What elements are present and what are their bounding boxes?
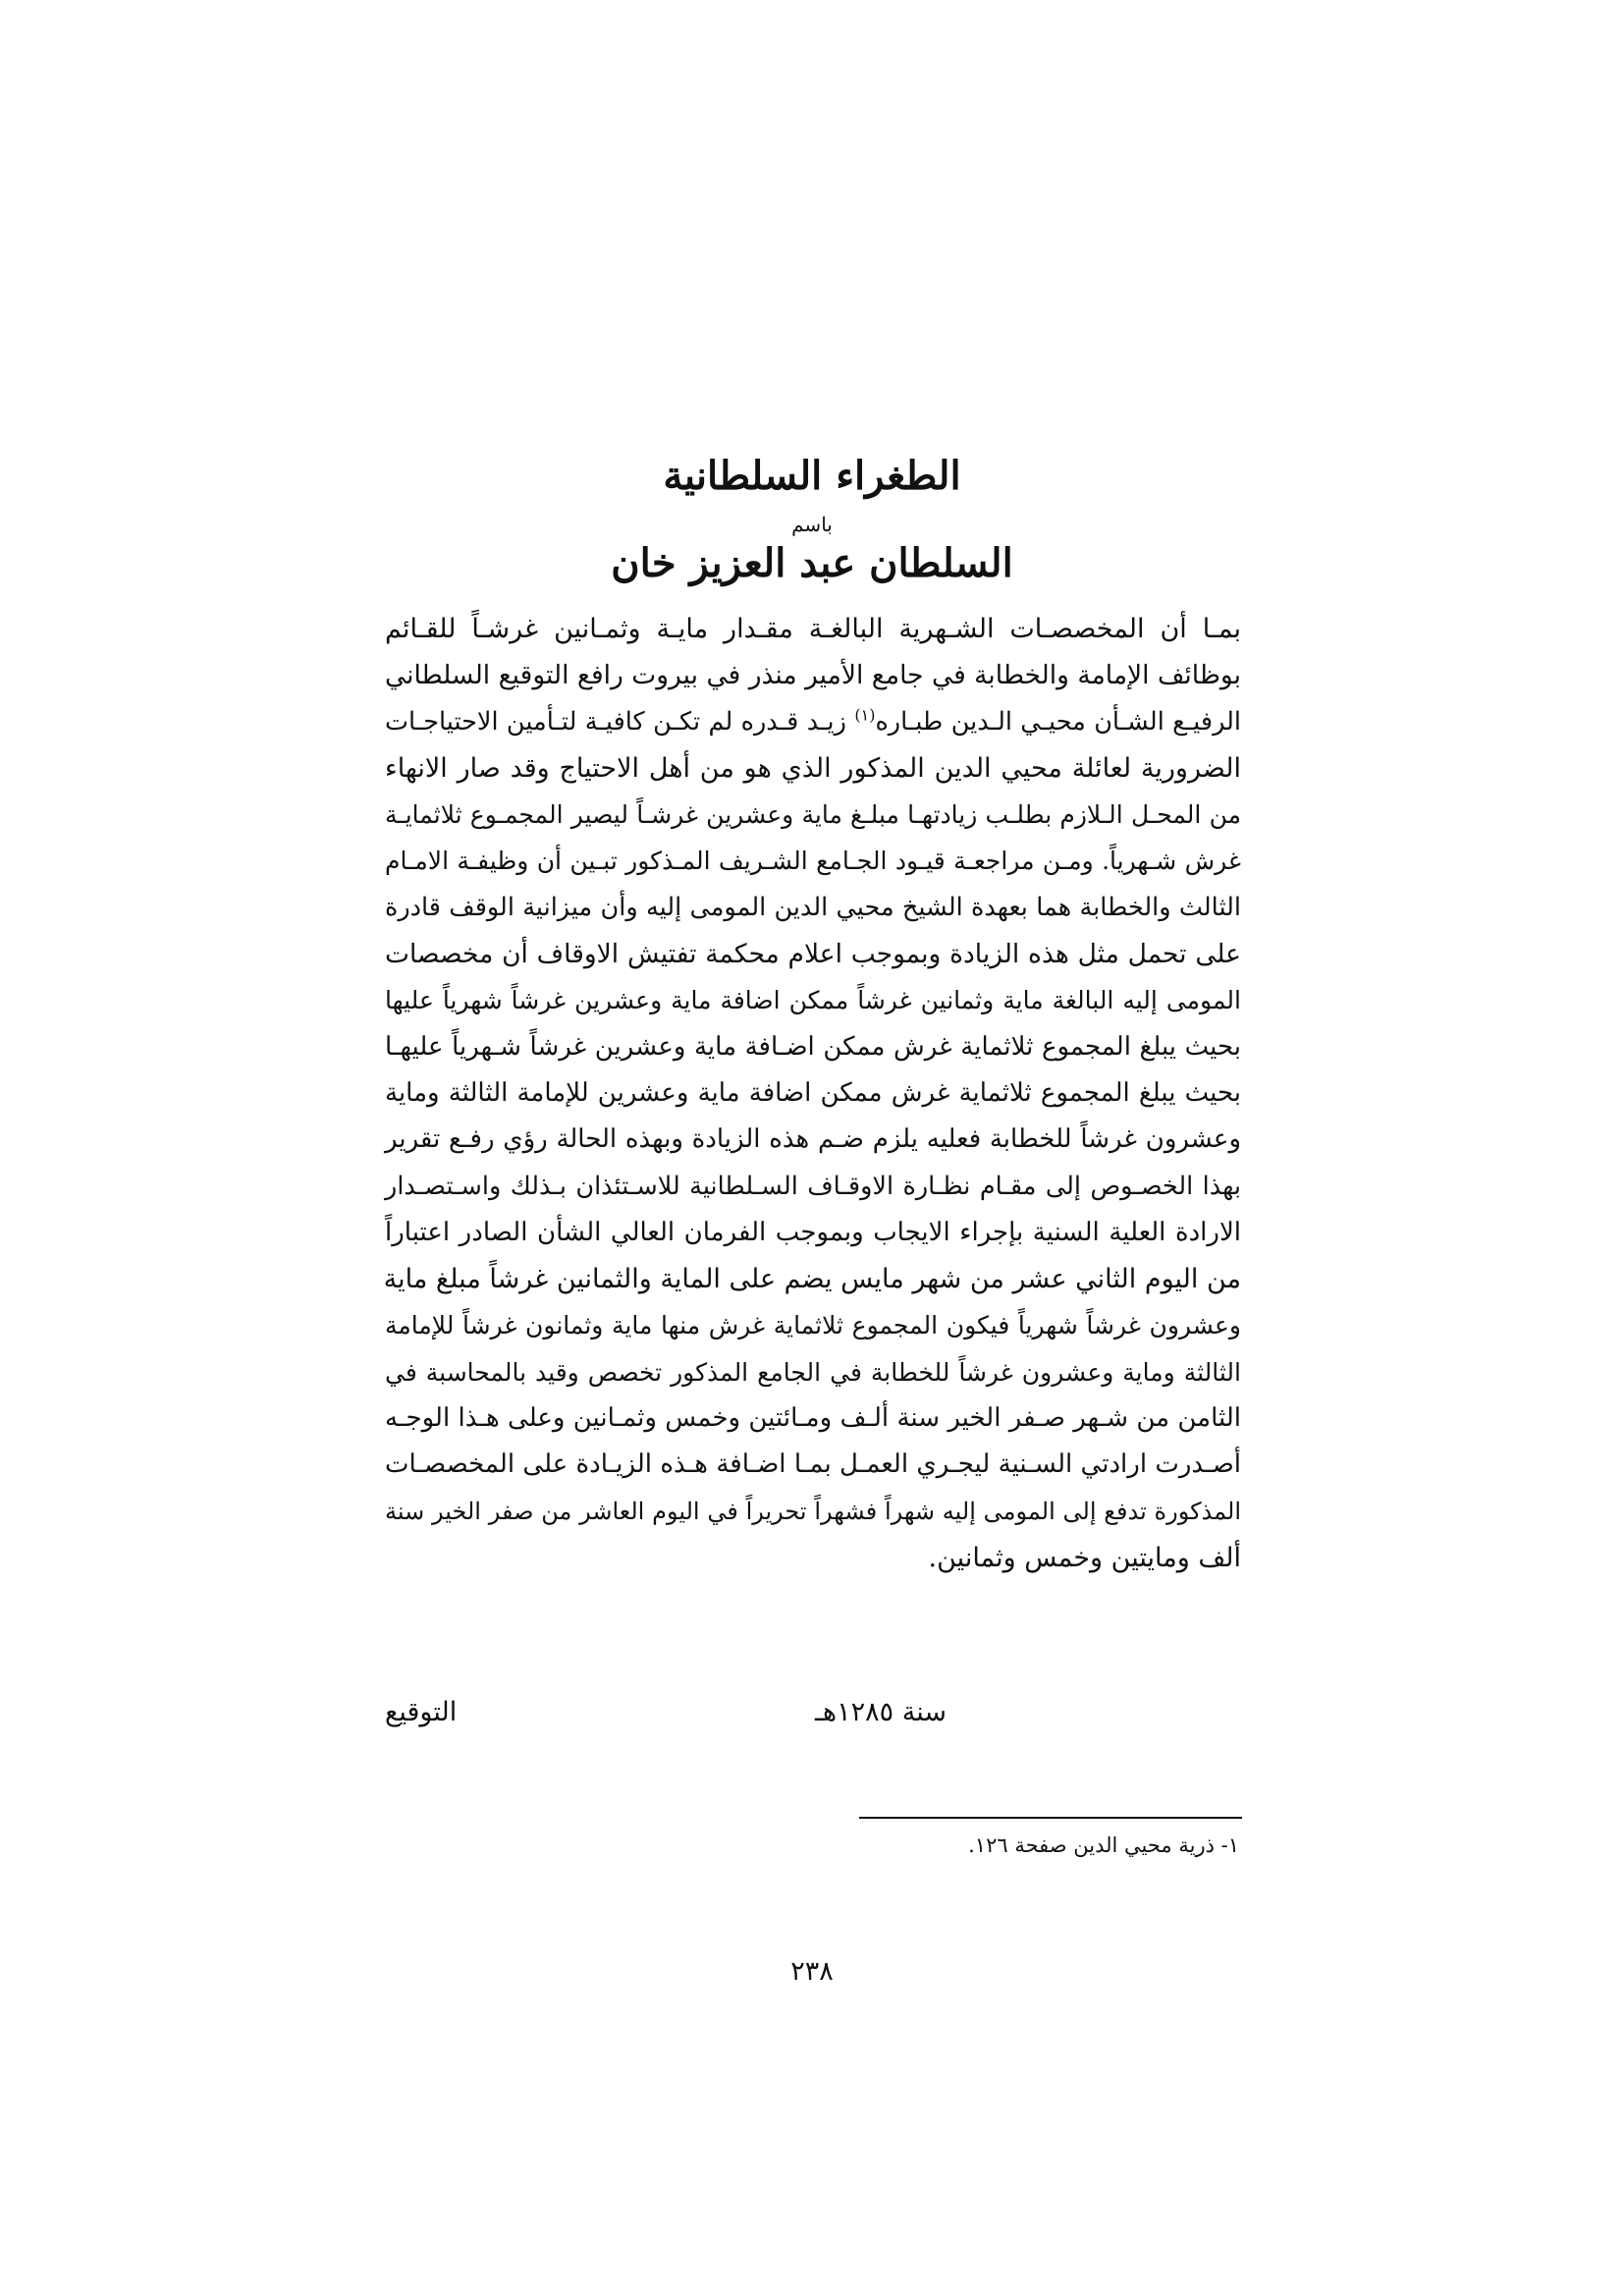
body-line-3-start: الرفيـع الشـأن محيـي الـدين طبـاره	[875, 706, 1241, 737]
decree-year: سنة ١٢٨٥هـ	[814, 1697, 947, 1727]
body-line-18: الثامن من شـهر صـفر الخير سنة ألـف ومـائتين وخمس وثمـانين وعلى هـذا الوجـه	[385, 1403, 1241, 1434]
signature-label: التوقيع	[385, 1697, 458, 1727]
footnote-divider	[859, 1817, 1242, 1819]
body-line-3-end: زيـد قـدره لم تكـن كافيـة لتـأمين الاحتياجـات	[385, 706, 846, 737]
body-line-1: بمـا أن المخصصـات الشـهرية البالغـة مقـدار مايـة وثمـانين غرشـاً للقـائم	[385, 614, 1241, 644]
in-the-name-label: باسم	[791, 513, 833, 536]
decree-title: الطغراء السلطانية	[663, 453, 961, 499]
body-line-8: على تحمل مثل هذه الزيادة وبموجب اعلام محكمة تفتيش الاوقاف أن مخصصات	[385, 939, 1241, 970]
body-line-11: بحيث يبلغ المجموع ثلاثماية غرش ممكن اضافة ماية وعشرين للإمامة الثالثة وماية	[385, 1077, 1241, 1108]
body-line-13: بهذا الخصـوص إلى مقـام نظـارة الاوقـاف السـلطانية للاسـتئذان بـذلك واسـتصـدار	[385, 1171, 1241, 1201]
decree-closing	[385, 1693, 1241, 1732]
body-line-17: الثالثة وماية وعشرون غرشاً للخطابة في الجامع المذكور تخصص وقيد بالمحاسبة في	[385, 1357, 1241, 1387]
body-line-19: أصـدرت ارادتي السـنية ليجـري العمـل بمـا اضـافة هـذه الزيـادة على المخصصـات	[385, 1449, 1241, 1480]
body-line-14: الارادة العلية السنية بإجراء الايجاب وبموجب الفرمان العالي الشأن الصادر اعتباراً	[385, 1217, 1241, 1247]
body-line-10: بحيث يبلغ المجموع ثلاثماية غرش ممكن اضـافة ماية وعشرين غرشاً شـهرياً عليهـا	[385, 1031, 1241, 1062]
body-line-2: بوظائف الإمامة والخطابة في جامع الأمير منذر في بيروت رافع التوقيع السلطاني	[385, 660, 1241, 691]
body-line-5: من المحـل الـلازم بطلـب زيادتهـا مبلـغ ماية وعشرين غرشـاً ليصير المجمـوع ثلاثمايـة	[385, 800, 1241, 830]
body-line-3	[385, 699, 1241, 745]
body-line-7: الثالث والخطابة هما بعهدة الشيخ محيي الدين المومى إليه وأن ميزانية الوقف قادرة	[385, 892, 1241, 922]
body-line-21: ألف ومايتين وخمس وثمانين.	[928, 1542, 1241, 1573]
body-line-4: الضرورية لعائلة محيي الدين المذكور الذي هو من أهل الاحتياج وقد صار الانهاء	[385, 752, 1241, 784]
footnote: ١- ذرية محيي الدين صفحة ١٢٦.	[968, 1833, 1239, 1857]
footnote-reference: (١)	[854, 705, 876, 725]
sultan-name: السلطان عبد العزيز خان	[611, 540, 1013, 586]
body-line-16: وعشرون غرشاً شهرياً فيكون المجموع ثلاثماية غرش منها ماية وثمانون غرشاً للإمامة	[385, 1311, 1241, 1340]
body-line-6: غرش شـهرياً. ومـن مراجعـة قيـود الجـامع الشـريف المـذكور تبـين أن وظيفـة الامـام	[385, 847, 1241, 876]
body-line-20: المذكورة تدفع إلى المومى إليه شهراً فشهراً تحريراً في اليوم العاشر من صفر الخير سنة	[385, 1497, 1241, 1525]
body-line-12: وعشرون غرشاً للخطابة فعليه يلزم ضـم هذه الزيادة وبهذه الحالة رؤي رفـع تقرير	[385, 1124, 1241, 1155]
body-line-9: المومى إليه البالغة ماية وثمانين غرشاً ممكن اضافة ماية وعشرين غرشاً شهرياً عليها	[385, 986, 1241, 1015]
body-line-15: من اليوم الثاني عشر من شهر مايس يضم على الماية والثمانين غرشاً مبلغ ماية	[383, 1264, 1241, 1295]
decree-body	[385, 606, 1241, 1581]
page-number: ٢٣٨	[790, 1956, 834, 1987]
